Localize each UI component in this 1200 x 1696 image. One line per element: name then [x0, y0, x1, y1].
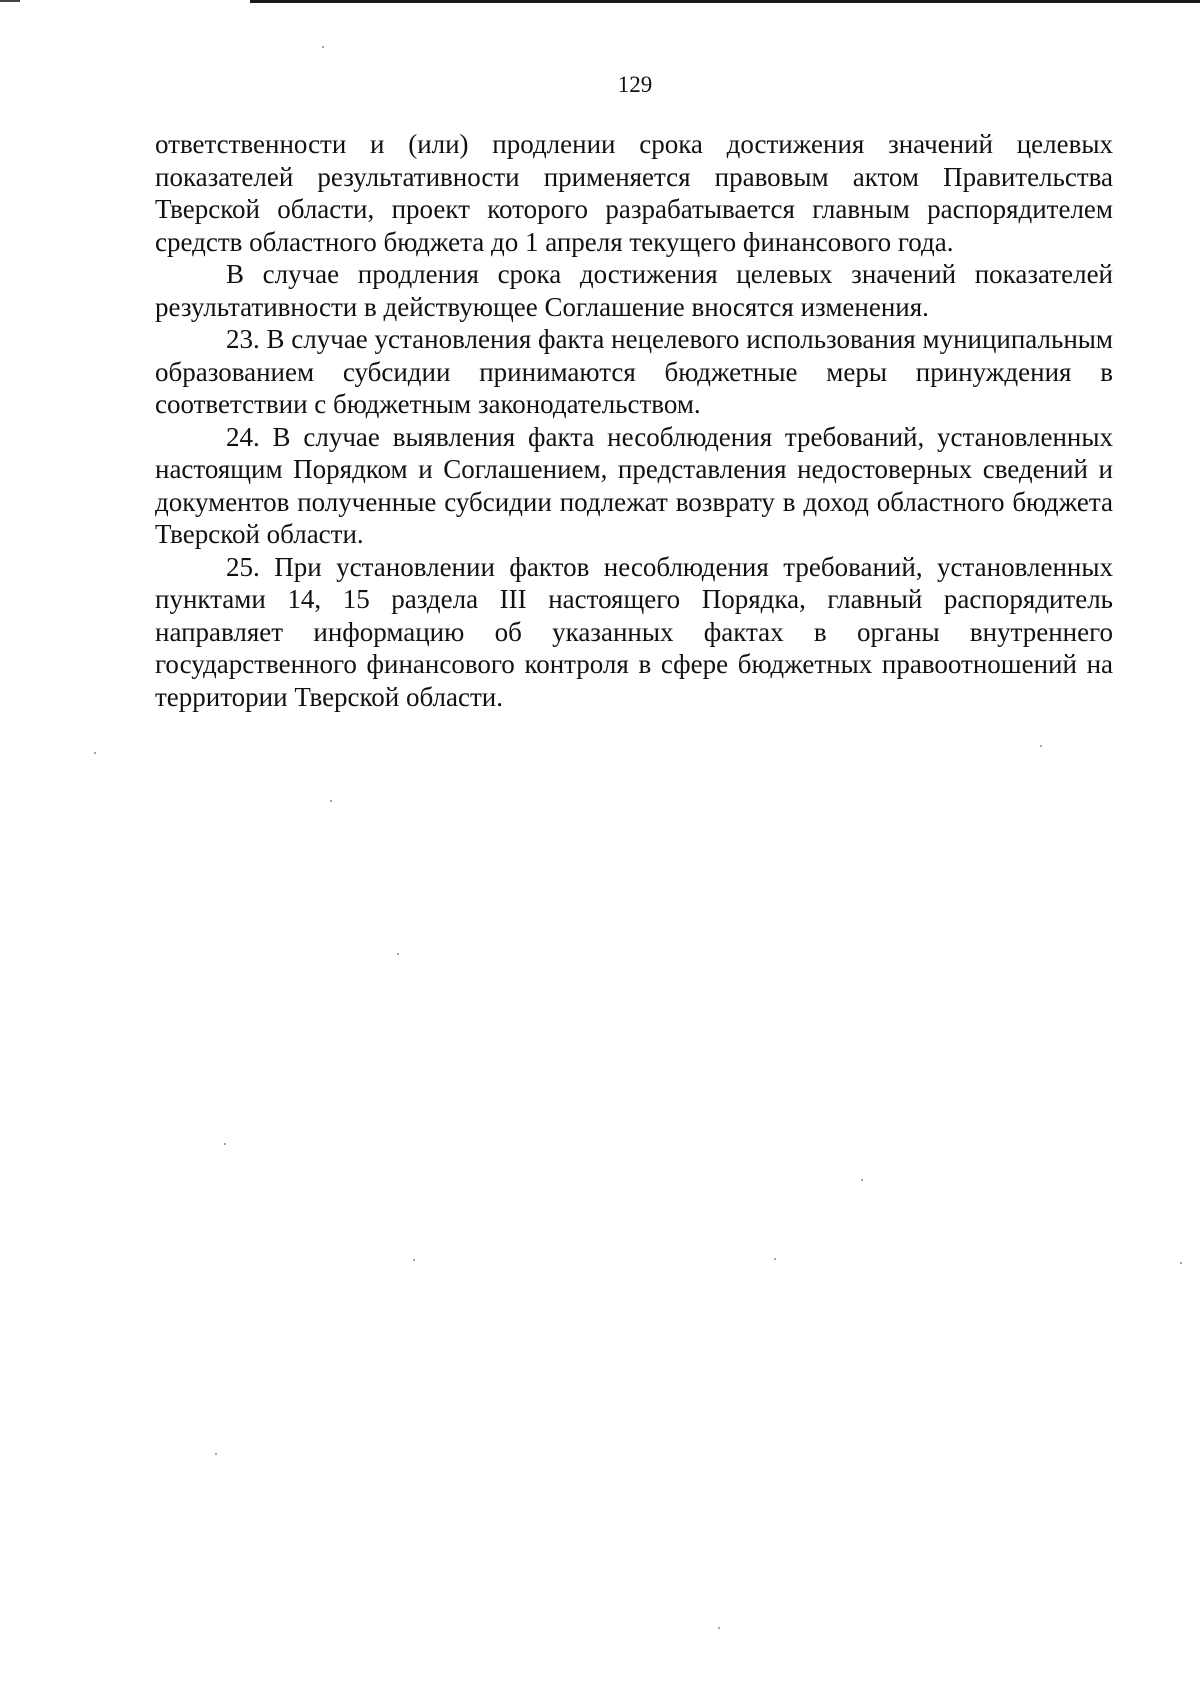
document-body	[155, 128, 1113, 713]
scan-speck	[322, 46, 324, 48]
paragraph-deadline-extension: В случае продления срока достижения целевых значений показателей результативности в действующее Соглашение вносятся изменения.	[155, 259, 1113, 322]
paragraph-item-24: 24. В случае выявления факта несоблюдения требований, установленных настоящим Порядком и Соглашением, представления недостоверных сведений и документов полученные субсидии подлежат возврату в доход областного бюджета Тверской области.	[155, 421, 1113, 549]
scan-speck	[215, 1453, 217, 1455]
scan-speck	[718, 1627, 720, 1629]
scan-edge-mark	[0, 0, 20, 2]
scan-speck	[413, 1259, 415, 1261]
scan-speck	[94, 752, 96, 754]
scan-speck	[224, 1143, 226, 1145]
scan-speck	[774, 1258, 776, 1260]
scan-speck	[397, 953, 399, 955]
scan-edge-line	[250, 0, 1200, 3]
scan-speck	[330, 800, 332, 802]
paragraph-item-25: 25. При установлении фактов несоблюдения требований, установленных пунктами 14, 15 раздела III настоящего Порядка, главный распорядитель направляет информацию об указанных фактах в органы внутреннего государственного финансового контроля в сфере бюджетных правоотношений на территории Тверской области.	[155, 551, 1113, 712]
paragraph-item-23: 23. В случае установления факта нецелевого использования муниципальным образованием субсидии принимаются бюджетные меры принуждения в соответствии с бюджетным законодательством.	[155, 324, 1113, 419]
page-number: 129	[617, 72, 653, 97]
scan-speck	[1180, 1262, 1182, 1264]
paragraph-continuation: ответственности и (или) продлении срока достижения значений целевых показателей результативности применяется правовым актом Правительства Тверской области, проект которого разрабатывается главным распорядителем средств областного бюджета до 1 апреля текущего финансового года.	[155, 129, 1113, 257]
scan-speck	[861, 1179, 863, 1181]
scan-speck	[1040, 745, 1042, 747]
